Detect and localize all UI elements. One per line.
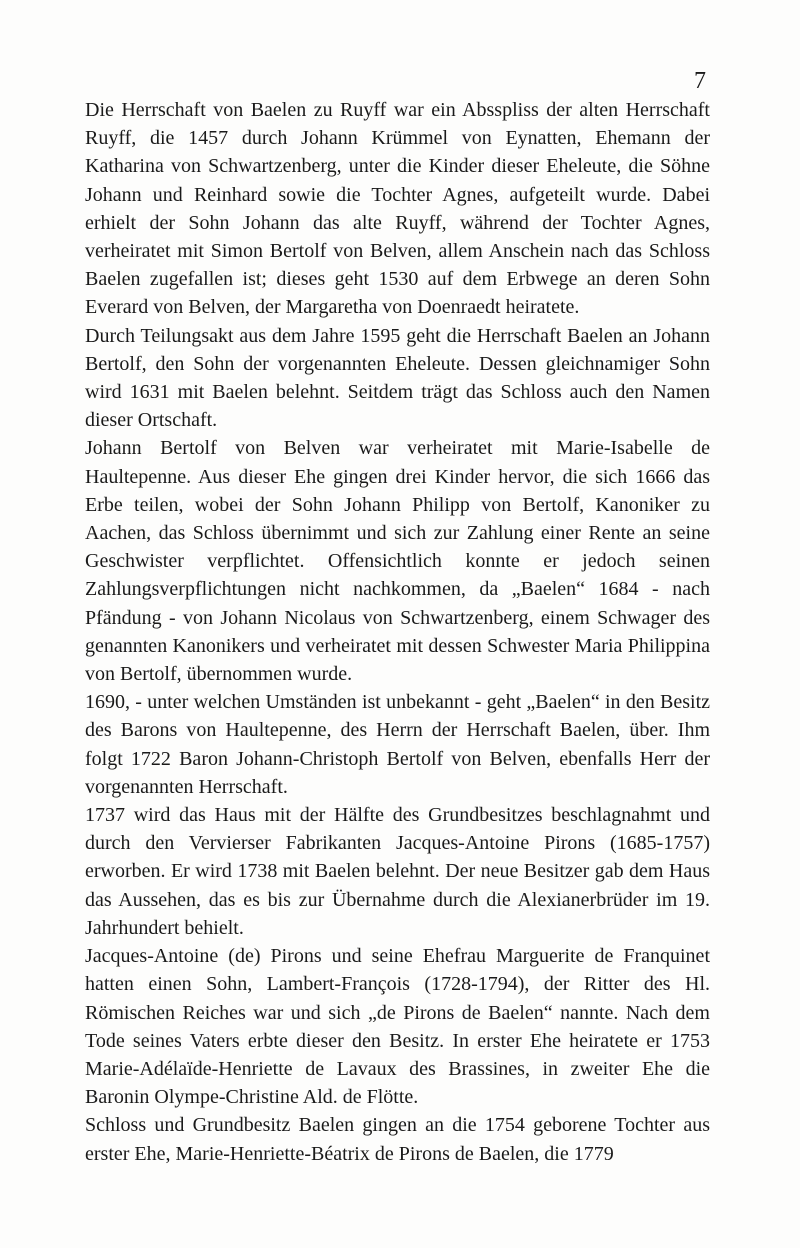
paragraph-johann-bertolf: Johann Bertolf von Belven war verheiratet mit Marie-Isabelle de Haultepenne. Aus dieser Ehe gingen drei Kinder hervor, die sich 1666 das Erbe teilen, wobei der Sohn Johann Philipp von Bertolf, Kanoniker zu Aachen, das Schloss übernimmt und sich zur Zahlung einer Rente an seine Geschwister verpflichtet. Offensichtlich konnte er jedoch seinen Zahlungsverpflichtungen nicht nachkommen, da „Baelen“ 1684 - nach Pfändung - von Johann Nicolaus von Schwartzenberg, einem Schwager des genannten Kanonikers und verheiratet mit dessen Schwester Maria Philippina von Bertolf, übernommen wurde.: [85, 437, 710, 686]
paragraph-herrschaft-ruyff: Die Herrschaft von Baelen zu Ruyff war ein Absspliss der alten Herrschaft Ruyff, die 1457 durch Johann Krümmel von Eynatten, Ehemann der Katharina von Schwartzenberg, unter die Kinder dieser Eheleute, die Söhne Johann und Reinhard sowie die Tochter Agnes, aufgeteilt wurde. Dabei erhielt der Sohn Johann das alte Ruyff, während der Tochter Agnes, verheiratet mit Simon Bertolf von Belven, allem Anschein nach das Schloss Baelen zugefallen ist; dieses geht 1530 auf dem Erbwege an deren Sohn Everard von Belven, der Margaretha von Doenraedt heiratete.: [85, 99, 710, 319]
paragraph-teilungsakt-1595: Durch Teilungsakt aus dem Jahre 1595 geht die Herrschaft Baelen an Johann Bertolf, den Sohn der vorgenannten Eheleute. Dessen gleichnamiger Sohn wird 1631 mit Baelen belehnt. Seitdem trägt das Schloss auch den Namen dieser Ortschaft.: [85, 324, 710, 432]
paragraph-1690: 1690, - unter welchen Umständen ist unbekannt - geht „Baelen“ in den Besitz des Barons von Haultepenne, des Herrn der Herrschaft Baelen, über. Ihm folgt 1722 Baron Johann-Christoph Bertolf von Belven, ebenfalls Herr der vorgenannten Herrschaft.: [85, 691, 710, 798]
paragraph-1737: 1737 wird das Haus mit der Hälfte des Grundbesitzes beschlagnahmt und durch den Vervierser Fabrikanten Jacques-Antoine Pirons (1685-1757) erworben. Er wird 1738 mit Baelen belehnt. Der neue Besitzer gab dem Haus das Aussehen, das es bis zur Übernahme durch die Alexianerbrüder im 19. Jahrhundert behielt.: [85, 804, 710, 939]
body-text: [85, 96, 710, 1168]
page-number: 7: [694, 68, 706, 94]
paragraph-pirons: Jacques-Antoine (de) Pirons und seine Ehefrau Marguerite de Franquinet hatten einen Sohn, Lambert-François (1728-1794), der Ritter des Hl. Römischen Reiches war und sich „de Pirons de Baelen“ nannte. Nach dem Tode seines Vaters erbte dieser den Besitz. In erster Ehe heiratete er 1753 Marie-Adélaïde-Henriette de Lavaux des Brassines, in zweiter Ehe die Baronin Olympe-Christine Ald. de Flötte.: [85, 945, 710, 1109]
paragraph-schloss-grundbesitz: Schloss und Grundbesitz Baelen gingen an die 1754 geborene Tochter aus erster Ehe, Marie-Henriette-Béatrix de Pirons de Baelen, die 1779: [85, 1114, 710, 1165]
